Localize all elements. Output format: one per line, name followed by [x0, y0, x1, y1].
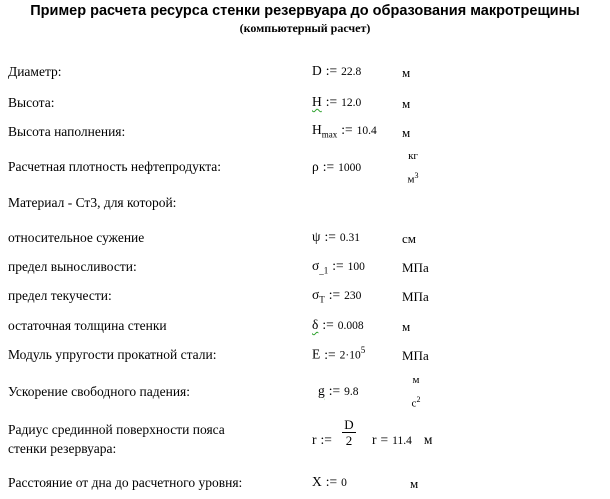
thickness-label: остаточная толщина стенки [8, 318, 167, 333]
fill-height-var: H [312, 122, 322, 137]
modulus-exponent: 5 [360, 345, 366, 355]
radius-formula[interactable] [312, 432, 336, 448]
height-formula[interactable] [312, 94, 361, 110]
assign-op: := [322, 317, 334, 332]
radius-result-unit: м [423, 432, 433, 447]
height-label: Высота: [8, 95, 55, 110]
modulus-unit: МПа [402, 348, 429, 363]
assign-op: := [328, 287, 341, 302]
yield-value: 230 [344, 290, 362, 302]
narrowing-unit: см [402, 231, 416, 246]
gravity-label: Ускорение свободного падения: [8, 384, 191, 399]
thickness-value: 0.008 [337, 320, 364, 332]
assign-op: := [341, 122, 353, 137]
height-var: H [312, 94, 322, 109]
thickness-var: δ [312, 317, 319, 332]
yield-var: σ [312, 287, 320, 302]
assign-op: := [324, 346, 336, 362]
distance-label: Расстояние от дна до расчетного уровня: [8, 475, 243, 490]
endurance-formula[interactable] [312, 258, 365, 276]
thickness-unit: м [402, 319, 411, 334]
diameter-var: D [312, 63, 322, 78]
diameter-unit: м [402, 65, 411, 80]
fill-height-unit: м [402, 125, 411, 140]
assign-op: := [320, 432, 332, 447]
modulus-label: Модуль упругости прокатной стали: [8, 347, 217, 362]
radius-fraction [342, 418, 356, 447]
density-var: ρ [312, 159, 319, 174]
narrowing-label: относительное сужение [8, 230, 145, 245]
modulus-value: 2·10 [339, 349, 361, 362]
radius-label-line2: стенки резервуара: [8, 441, 117, 456]
assign-op: := [325, 63, 338, 78]
page-subtitle: (компьютерный расчет) [239, 21, 371, 35]
thickness-formula[interactable] [312, 317, 364, 333]
assign-op: := [332, 258, 344, 273]
narrowing-var: ψ [312, 229, 321, 244]
distance-var: X [312, 474, 322, 489]
diameter-value: 22.8 [341, 66, 362, 78]
density-unit-sup: 3 [414, 171, 419, 180]
modulus-var: E [312, 346, 321, 362]
fill-height-value: 10.4 [356, 125, 377, 137]
gravity-unit-den: с [411, 397, 417, 410]
diameter-label: Диаметр: [8, 64, 62, 79]
height-unit: м [402, 96, 411, 111]
yield-unit: МПа [402, 289, 429, 304]
density-unit-den: м [407, 173, 415, 186]
distance-value: 0 [341, 477, 347, 489]
radius-frac-den: 2 [345, 433, 353, 448]
distance-formula[interactable] [312, 474, 347, 490]
material-label: Материал - Ст3, для которой: [8, 195, 177, 210]
height-value: 12.0 [341, 97, 362, 109]
yield-label: предел текучести: [8, 288, 112, 303]
gravity-unit-num: м [412, 374, 420, 386]
endurance-unit: МПа [402, 260, 429, 275]
density-formula[interactable] [312, 159, 361, 175]
assign-op: := [328, 383, 341, 398]
narrowing-value: 0.31 [339, 232, 360, 244]
fill-height-label: Высота наполнения: [8, 124, 126, 139]
diameter-formula[interactable] [312, 63, 361, 79]
assign-op: := [325, 94, 338, 109]
gravity-unit-sup: 2 [416, 395, 421, 404]
gravity-formula[interactable] [312, 383, 359, 399]
density-value: 1000 [338, 162, 362, 174]
page-title: Пример расчета ресурса стенки резервуара до образования макротрещины [30, 3, 580, 19]
gravity-value: 9.8 [344, 386, 359, 398]
radius-result-var: r [372, 432, 377, 447]
equals-op: = [380, 432, 389, 447]
gravity-var: g [318, 383, 325, 398]
radius-frac-num: D [344, 417, 354, 432]
radius-var: r [312, 432, 317, 447]
distance-unit: м [410, 476, 419, 491]
gravity-unit-fraction [408, 374, 424, 411]
density-label: Расчетная плотность нефтепродукта: [8, 159, 222, 174]
yield-sub: T [319, 294, 325, 305]
density-unit-num: кг [408, 150, 418, 162]
endurance-sub: _1 [319, 265, 329, 276]
modulus-formula[interactable] [312, 345, 365, 363]
assign-op: := [324, 229, 336, 244]
density-unit-fraction [402, 150, 424, 187]
endurance-label: предел выносливости: [8, 259, 137, 274]
fill-height-sub: max [321, 129, 338, 140]
yield-formula[interactable] [312, 287, 361, 305]
endurance-var: σ [312, 258, 320, 273]
narrowing-formula[interactable] [312, 229, 360, 245]
endurance-value: 100 [347, 261, 365, 273]
radius-result-value: 11.4 [392, 435, 412, 447]
fill-height-formula[interactable] [312, 122, 377, 140]
assign-op: := [325, 474, 338, 489]
radius-result [372, 432, 432, 448]
radius-label-line1: Радиус срединной поверхности пояса [8, 422, 225, 437]
radius-label [8, 420, 225, 458]
assign-op: := [322, 159, 335, 174]
